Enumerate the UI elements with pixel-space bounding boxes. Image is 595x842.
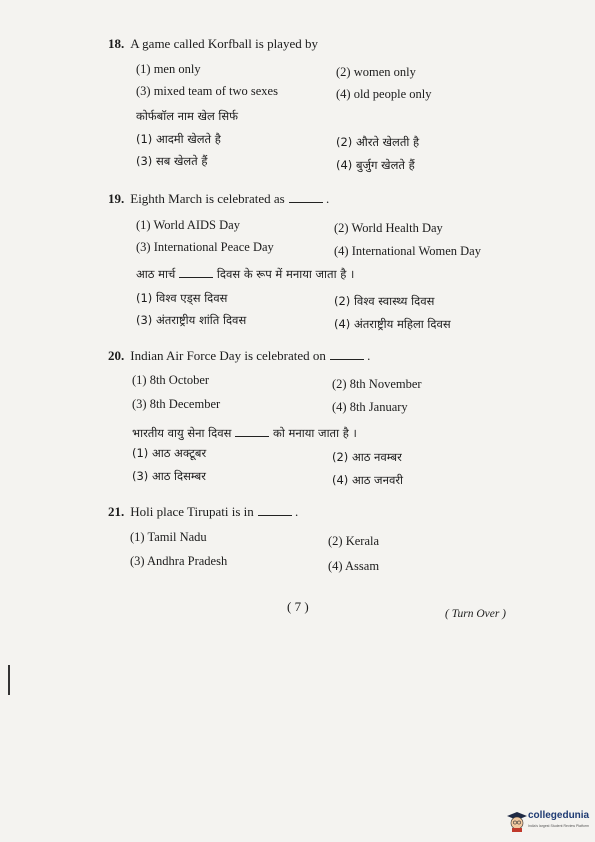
hindi-option-4: (4) अंतराष्ट्रीय महिला दिवस — [334, 317, 451, 331]
hindi-option-4: (4) आठ जनवरी — [332, 473, 404, 487]
question-text: Eighth March is celebrated as — [130, 191, 285, 206]
option-2: (2) World Health Day — [334, 221, 443, 235]
hindi-text-after: को मनाया जाता है । — [273, 426, 357, 440]
option-4: (4) 8th January — [332, 400, 408, 414]
brand-name: collegedunia — [528, 810, 590, 821]
question-18-title — [108, 36, 318, 52]
hindi-text-before: आठ मार्च — [136, 267, 176, 281]
option-2: (2) 8th November — [332, 377, 422, 391]
hindi-option-1: (1) विश्व एड्स दिवस — [136, 291, 228, 305]
option-1: (1) Tamil Nadu — [130, 530, 207, 544]
hindi-question-text: कोर्फबॉल नाम खेल सिर्फ — [136, 109, 239, 123]
question-number: 18. — [108, 36, 125, 51]
question-text: Holi place Tirupati is in — [130, 504, 254, 519]
option-4: (4) Assam — [328, 559, 380, 573]
question-number: 20. — [108, 348, 125, 363]
hindi-option-3: (3) अंतराष्ट्रीय शांति दिवस — [136, 313, 247, 327]
answer-blank — [258, 505, 292, 516]
hindi-question-text — [132, 426, 357, 441]
graduate-mascot-icon — [506, 810, 528, 832]
question-number: 21. — [108, 504, 125, 519]
option-3: (3) International Peace Day — [136, 240, 274, 254]
option-2: (2) women only — [336, 65, 416, 79]
hindi-option-2: (2) विश्व स्वास्थ्य दिवस — [334, 294, 435, 308]
answer-blank — [330, 349, 364, 360]
hindi-option-2: (2) औरते खेलती है — [336, 135, 420, 149]
page-number: ( 7 ) — [287, 599, 309, 614]
option-2: (2) Kerala — [328, 534, 380, 548]
turn-over-note: ( Turn Over ) — [445, 608, 507, 620]
option-3: (3) mixed team of two sexes — [136, 84, 278, 98]
option-1: (1) 8th October — [132, 373, 210, 387]
hindi-option-1: (1) आदमी खेलते है — [136, 132, 221, 146]
collegedunia-watermark — [506, 808, 588, 836]
brand-tagline: India's largest Student Review Platform — [528, 824, 589, 828]
option-4: (4) International Women Day — [334, 244, 481, 258]
top-edge-mark — [517, 0, 577, 3]
question-21-title: 21. Holi place Tirupati is in . — [108, 504, 299, 519]
answer-blank — [179, 267, 213, 278]
answer-blank — [289, 192, 323, 203]
option-1: (1) World AIDS Day — [136, 218, 240, 232]
question-20-title: 20. Indian Air Force Day is celebrated on . — [108, 348, 371, 363]
option-1: (1) men only — [136, 62, 201, 76]
hindi-option-4: (4) बुर्जुग खेलते हैं — [336, 158, 415, 172]
option-3: (3) Andhra Pradesh — [130, 554, 228, 568]
answer-blank — [235, 426, 269, 437]
hindi-option-3: (3) आठ दिसम्बर — [132, 469, 206, 483]
hindi-option-3: (3) सब खेलते हैं — [136, 154, 208, 168]
question-text: A game called Korfball is played by — [130, 36, 318, 51]
margin-mark — [8, 665, 10, 695]
question-19-title: 19. Eighth March is celebrated as . — [108, 191, 330, 206]
hindi-text-before: भारतीय वायु सेना दिवस — [132, 426, 232, 440]
hindi-option-1: (1) आठ अक्टूबर — [132, 446, 207, 460]
hindi-option-2: (2) आठ नवम्बर — [332, 450, 402, 464]
question-text: Indian Air Force Day is celebrated on — [130, 348, 326, 363]
option-3: (3) 8th December — [132, 397, 221, 411]
question-number: 19. — [108, 191, 125, 206]
option-4: (4) old people only — [336, 87, 432, 101]
hindi-question-text — [136, 267, 354, 282]
hindi-text-after: दिवस के रूप में मनाया जाता है । — [216, 267, 355, 281]
